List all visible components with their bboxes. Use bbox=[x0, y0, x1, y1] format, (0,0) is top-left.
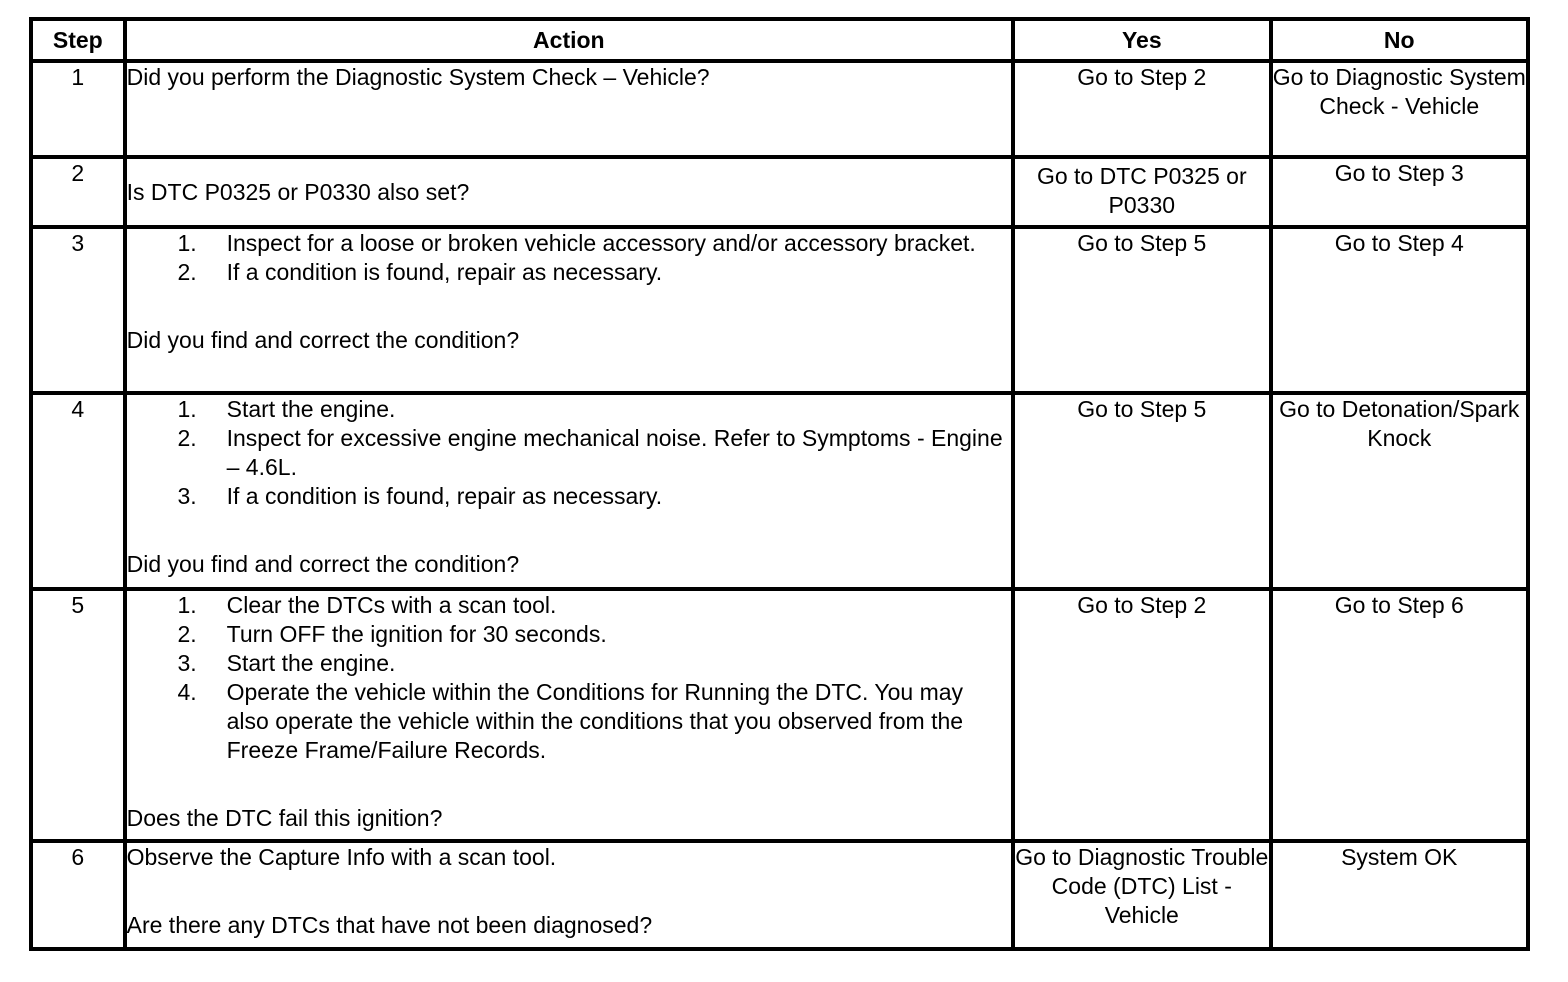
header-yes: Yes bbox=[1013, 19, 1270, 61]
table-row bbox=[31, 227, 1528, 393]
step-number: 1 bbox=[31, 61, 125, 157]
substep-number: 1. bbox=[177, 396, 197, 422]
substep bbox=[127, 395, 1011, 424]
substep-number: 2. bbox=[177, 425, 197, 451]
header-no: No bbox=[1271, 19, 1528, 61]
yes-result: Go to Step 5 bbox=[1013, 393, 1270, 589]
step-number: 5 bbox=[31, 589, 125, 841]
yes-result: Go to DTC P0325 or P0330 bbox=[1013, 157, 1270, 227]
substep bbox=[127, 620, 1011, 649]
table-row bbox=[31, 61, 1528, 157]
yes-result: Go to Step 5 bbox=[1013, 227, 1270, 393]
table-row bbox=[31, 393, 1528, 589]
action-question: Did you find and correct the condition? bbox=[126, 327, 520, 353]
action-cell bbox=[125, 157, 1013, 227]
diagnostic-table bbox=[29, 17, 1530, 951]
substep bbox=[127, 258, 1011, 287]
substep-number: 1. bbox=[177, 592, 197, 618]
substep-list bbox=[127, 395, 1011, 511]
substep-number: 3. bbox=[177, 650, 197, 676]
table-row bbox=[31, 157, 1528, 227]
substep-text: Inspect for excessive engine mechanical noise. Refer to Symptoms - Engine – 4.6L. bbox=[226, 425, 1003, 480]
action-cell bbox=[125, 589, 1013, 841]
substep-number: 1. bbox=[177, 230, 197, 256]
action-cell bbox=[125, 393, 1013, 589]
action-text: Is DTC P0325 or P0330 also set? bbox=[126, 178, 470, 205]
no-result: Go to Step 6 bbox=[1271, 589, 1528, 841]
action-question: Are there any DTCs that have not been diagnosed? bbox=[126, 912, 653, 938]
action-cell bbox=[125, 841, 1013, 949]
substep-text: Inspect for a loose or broken vehicle accessory and/or accessory bracket. bbox=[226, 230, 976, 256]
substep-list bbox=[127, 229, 1011, 287]
action-text: Did you perform the Diagnostic System Check – Vehicle? bbox=[126, 64, 710, 90]
substep-text: If a condition is found, repair as necessary. bbox=[226, 483, 663, 509]
action-question: Did you find and correct the condition? bbox=[126, 551, 520, 577]
header-action: Action bbox=[125, 19, 1013, 61]
substep-number: 3. bbox=[177, 483, 197, 509]
action-text: Observe the Capture Info with a scan tool. bbox=[126, 844, 557, 870]
no-result: System OK bbox=[1271, 841, 1528, 949]
action-question: Does the DTC fail this ignition? bbox=[126, 805, 443, 831]
no-result: Go to Step 3 bbox=[1271, 157, 1528, 227]
action-cell bbox=[125, 61, 1013, 157]
substep bbox=[127, 229, 1011, 258]
step-number: 4 bbox=[31, 393, 125, 589]
substep-text: Clear the DTCs with a scan tool. bbox=[226, 592, 557, 618]
yes-result: Go to Step 2 bbox=[1013, 589, 1270, 841]
step-number: 6 bbox=[31, 841, 125, 949]
yes-result: Go to Diagnostic Trouble Code (DTC) List - Vehicle bbox=[1013, 841, 1270, 949]
substep-number: 2. bbox=[177, 621, 197, 647]
substep-text: Start the engine. bbox=[226, 650, 396, 676]
yes-result: Go to Step 2 bbox=[1013, 61, 1270, 157]
substep bbox=[127, 678, 1011, 765]
substep-text: Operate the vehicle within the Conditions for Running the DTC. You may also operate the vehicle within the conditions that you observed from the Freeze Frame/Failure Records. bbox=[226, 679, 964, 763]
table-row bbox=[31, 841, 1528, 949]
substep bbox=[127, 649, 1011, 678]
substep-text: Turn OFF the ignition for 30 seconds. bbox=[226, 621, 607, 647]
substep bbox=[127, 482, 1011, 511]
substep-number: 4. bbox=[177, 679, 197, 705]
no-result: Go to Diagnostic System Check - Vehicle bbox=[1271, 61, 1528, 157]
action-cell bbox=[125, 227, 1013, 393]
table-row bbox=[31, 589, 1528, 841]
substep-text: If a condition is found, repair as necessary. bbox=[226, 259, 663, 285]
substep-text: Start the engine. bbox=[226, 396, 396, 422]
substep bbox=[127, 591, 1011, 620]
no-result: Go to Step 4 bbox=[1271, 227, 1528, 393]
no-result: Go to Detonation/Spark Knock bbox=[1271, 393, 1528, 589]
substep-list bbox=[127, 591, 1011, 765]
step-number: 2 bbox=[31, 157, 125, 227]
step-number: 3 bbox=[31, 227, 125, 393]
substep-number: 2. bbox=[177, 259, 197, 285]
substep bbox=[127, 424, 1011, 482]
header-step: Step bbox=[31, 19, 125, 61]
header-row bbox=[31, 19, 1528, 61]
